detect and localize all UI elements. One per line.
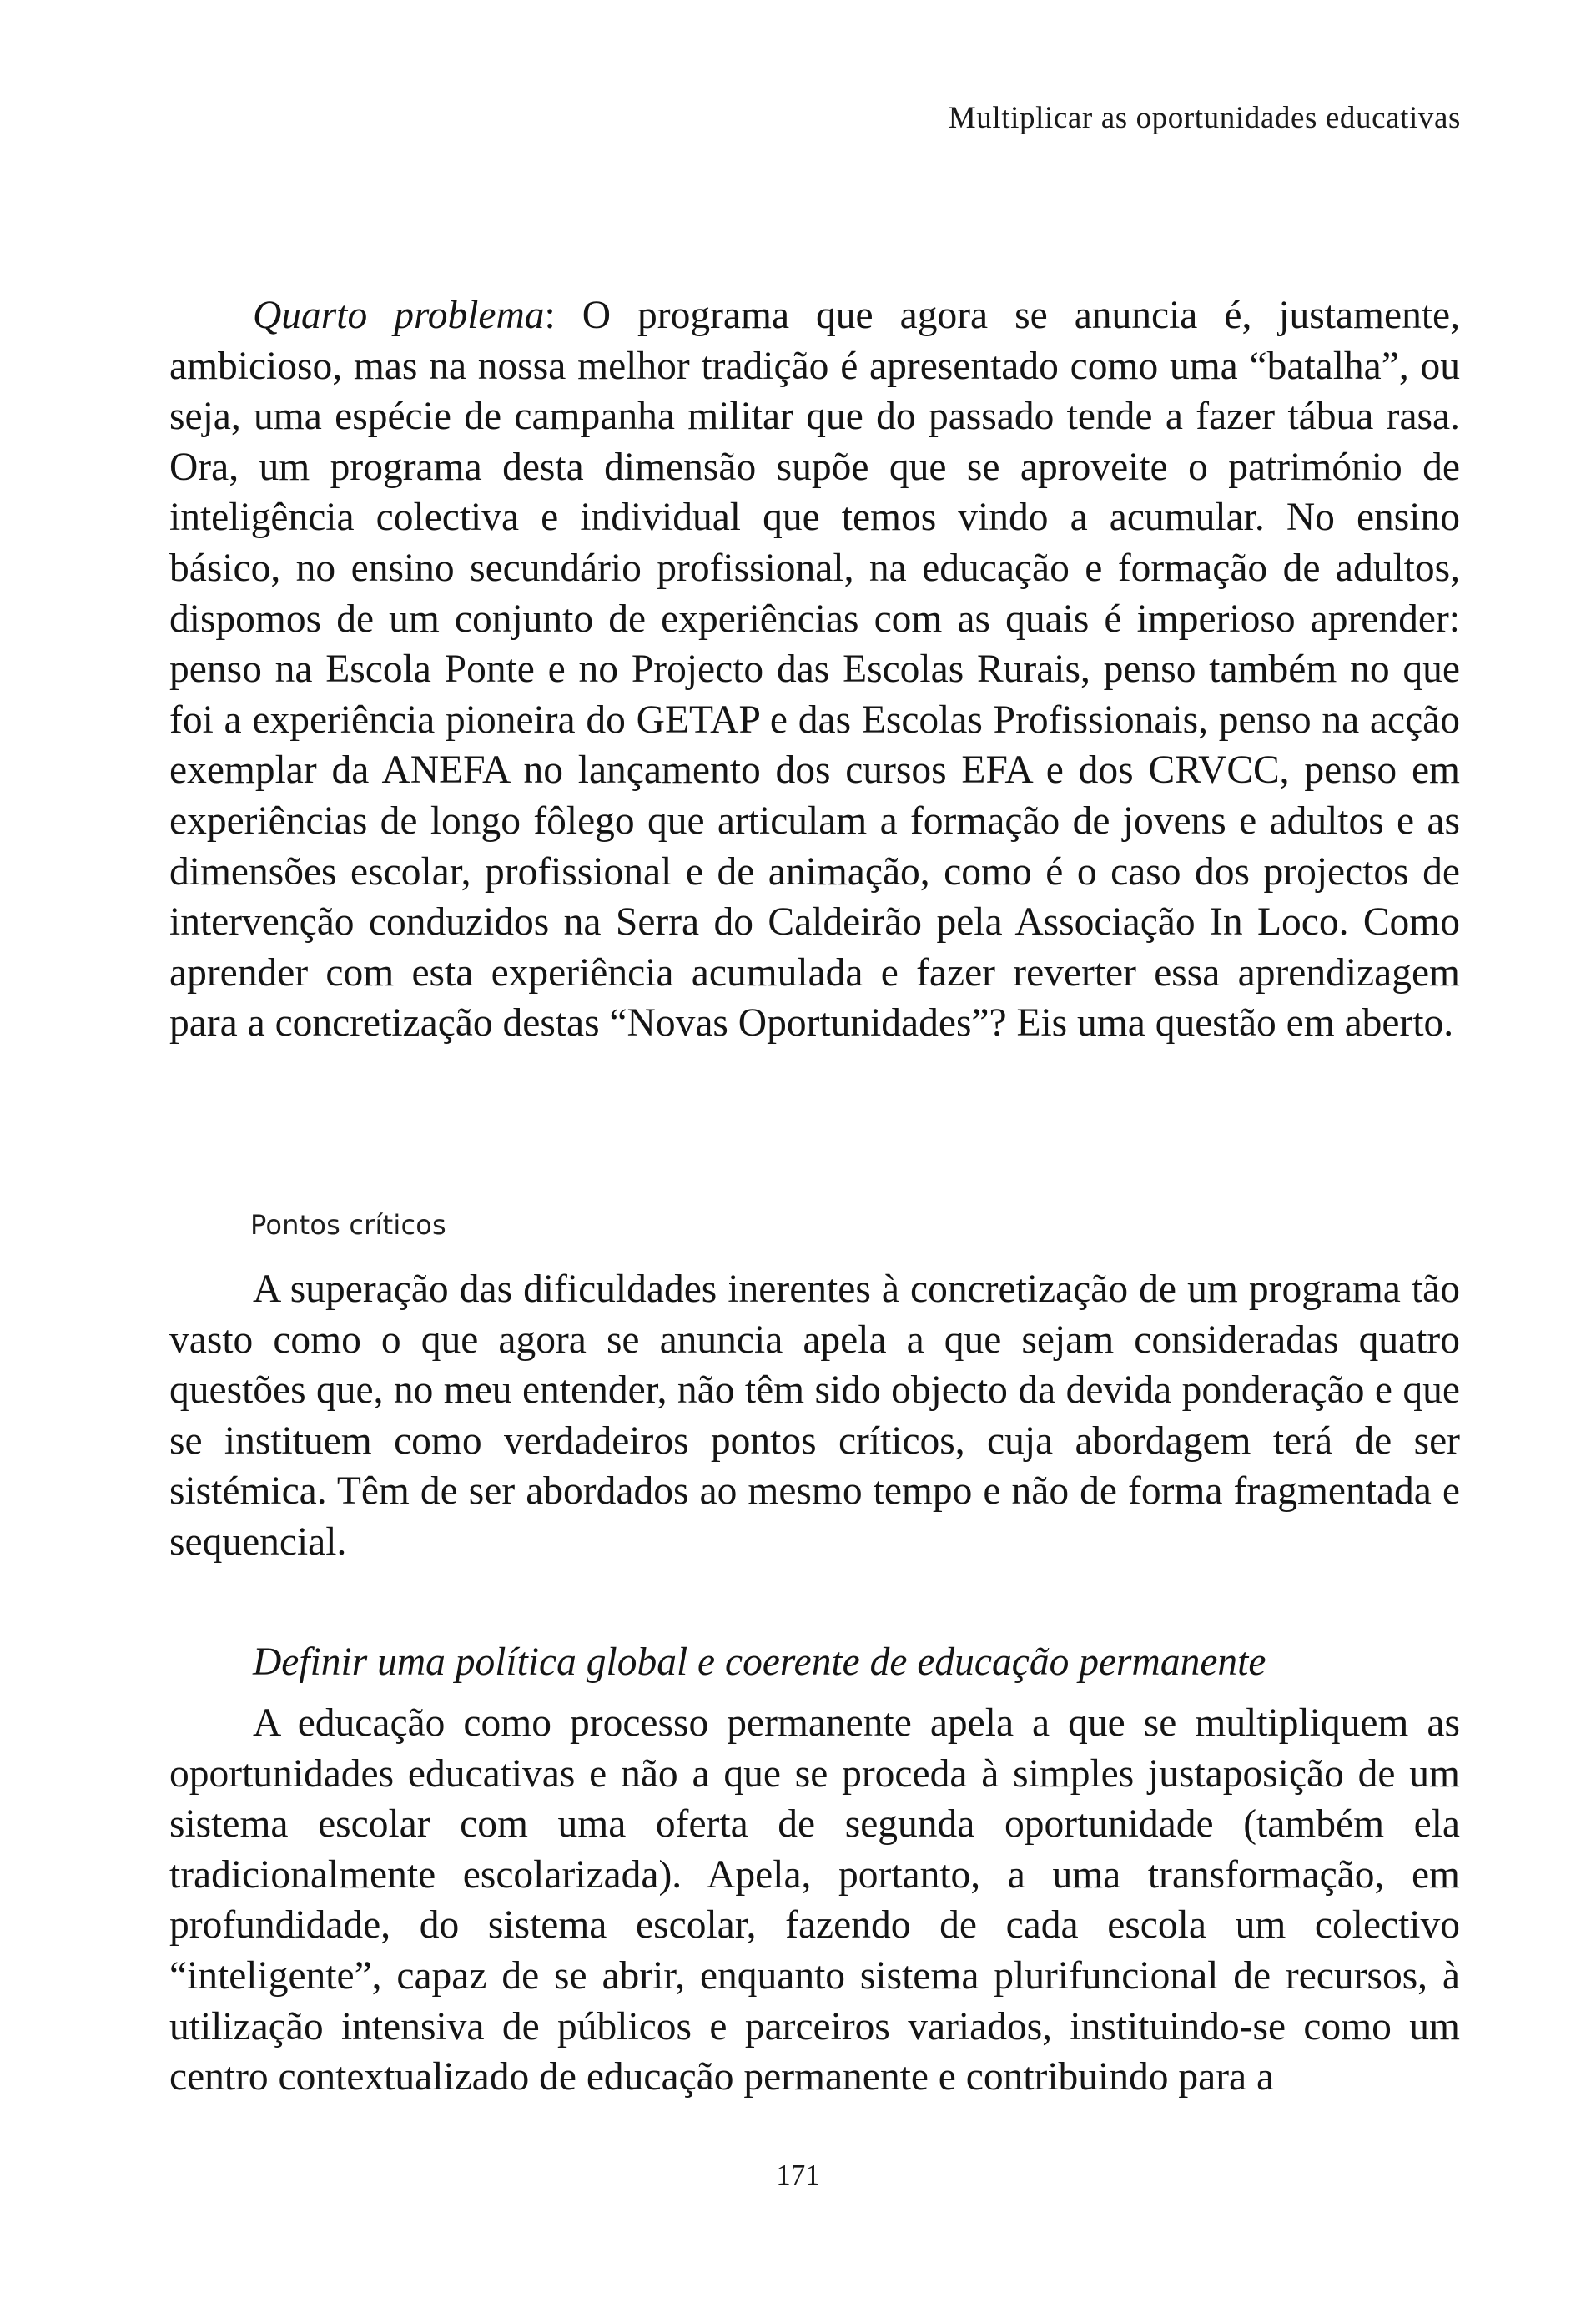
paragraph-lead-italic: Quarto problema — [253, 294, 545, 337]
paragraph-educacao-permanente — [169, 1698, 1460, 2103]
paragraph-body: A superação das dificuldades inerentes à concretização de um programa tão vasto como o que agora se anuncia apela a que sejam consideradas quatro questões que, no meu entender, não têm sido objecto da devida ponderação e que se instituem como verdadeiros pontos críticos, cuja abordagem terá de ser sistémica. Têm de ser abordados ao mesmo tempo e não de forma fragmentada e sequencial. — [169, 1267, 1460, 1564]
paragraph-text — [169, 290, 1460, 1049]
subheading-politica-global: Definir uma política global e coerente de educação permanente — [253, 1640, 1266, 1684]
paragraph-pontos-criticos — [169, 1264, 1460, 1568]
running-head: Multiplicar as oportunidades educativas — [948, 101, 1461, 135]
section-label-pontos-criticos: Pontos críticos — [250, 1209, 446, 1241]
paragraph-body: A educação como processo permanente apela a que se multipliquem as oportunidades educativas e não a que se proceda à simples justaposição de um sistema escolar com uma oferta de segunda oportunidade (também ela tradicionalmente escolarizada). Apela, portanto, a uma transformação, em profundidade, do sistema escolar, fazendo de cada escola um colectivo “inteligente”, capaz de se abrir, enquanto sistema plurifuncional de recursos, à utilização intensiva de públicos e parceiros variados, instituindo-se como um centro contextualizado de educação permanente e contribuindo para a — [169, 1701, 1460, 2099]
paragraph-body: : O programa que agora se anuncia é, justamente, ambicioso, mas na nossa melhor tradição é apresentado como uma “batalha”, ou seja, uma espécie de campanha militar que do passado tende a fazer tábua rasa. Ora, um programa desta dimensão supõe que se aproveite o património de inteligência colectiva e individual que temos vindo a acumular. No ensino básico, no ensino secundário profissional, na educação e formação de adultos, dispomos de um conjunto de experiências com as quais é imperioso aprender: penso na Escola Ponte e no Projecto das Escolas Rurais, penso também no que foi a experiência pioneira do GETAP e das Escolas Profissionais, penso na acção exemplar da ANEFA no lançamento dos cursos EFA e dos CRVCC, penso em experiências de longo fôlego que articulam a formação de jovens e adultos e as dimensões escolar, profissional e de animação, como é o caso dos projectos de intervenção conduzidos na Serra do Caldeirão pela Associação In Loco. Como aprender com esta experiência acumulada e fazer reverter essa aprendizagem para a concretização destas “Novas Oportunidades”? Eis uma questão em aberto. — [169, 294, 1460, 1046]
page-number: 171 — [776, 2159, 820, 2191]
paragraph-quarto-problema — [169, 290, 1460, 1049]
